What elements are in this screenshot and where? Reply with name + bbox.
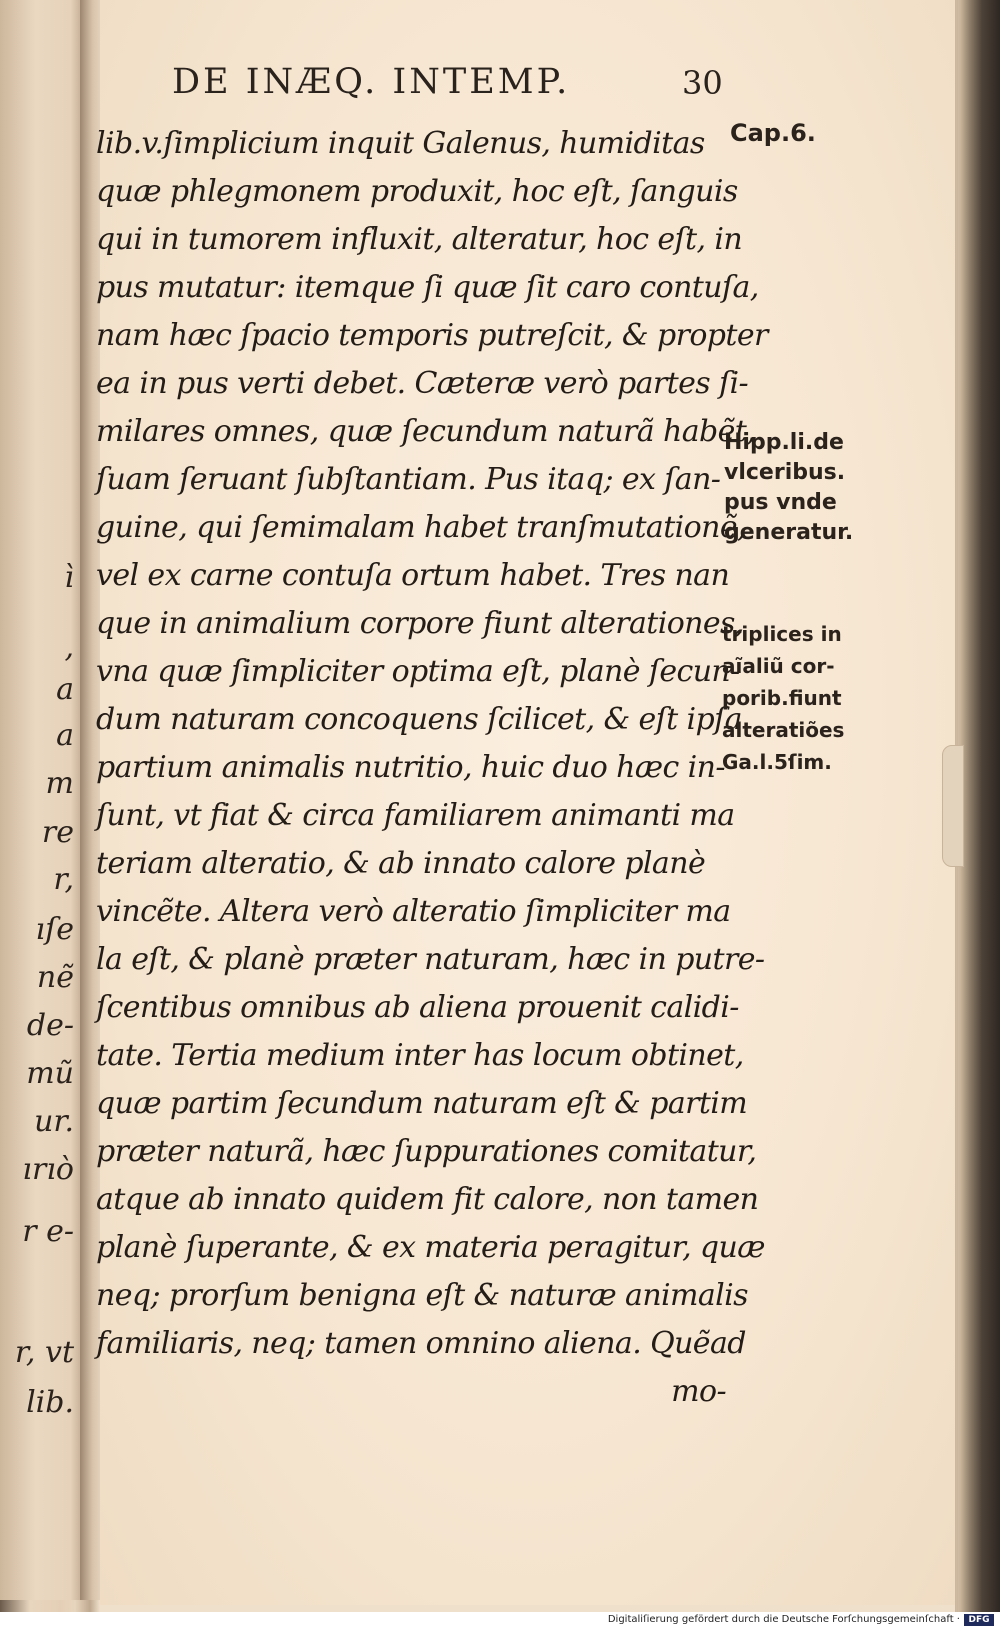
facing-page-fragment: lib. [26, 1385, 74, 1420]
facing-page-fragment: re [41, 815, 74, 850]
body-text [96, 120, 768, 1416]
footer-bar [0, 1612, 1000, 1628]
page-tab [942, 745, 964, 867]
text-line: milares omnes, quæ ſecundum naturã habẽt, [96, 414, 756, 449]
page-number: 30 [682, 64, 723, 102]
margin-note-chapter [730, 118, 816, 148]
facing-page-fragment: a [56, 718, 74, 753]
margin-note-line: vlceribus. [724, 460, 846, 485]
margin-note-line: Ga.l.5ſim. [722, 750, 832, 774]
text-line: lib.v.ſimplicium inquit Galenus, humiditas [96, 126, 705, 161]
facing-page-fragment: r, [53, 862, 74, 897]
margin-note-line: Cap.6. [730, 119, 816, 147]
margin-note-hippocrates [724, 428, 853, 548]
text-line: vincẽte. Altera verò alteratio ſimpliciter ma [96, 894, 731, 929]
text-line: præter naturã, hæc ſuppurationes comitatur, [96, 1134, 757, 1169]
text-line: qui in tumorem influxit, alteratur, hoc eſt, in [96, 222, 743, 257]
text-line: pus mutatur: itemque ſi quæ ſit caro contuſa, [96, 270, 759, 305]
facing-page-fragment: mũ [26, 1056, 74, 1091]
text-line: partium animalis nutritio, huic duo hæc in- [96, 750, 725, 785]
facing-page-fragment: ırıò [22, 1152, 74, 1187]
facing-page-fragment: ì [64, 560, 74, 595]
margin-note-line: aĩaliũ cor- [722, 654, 835, 678]
text-line: tate. Tertia medium inter has locum obtinet, [96, 1038, 744, 1073]
margin-note-line: alteratiões [722, 718, 845, 742]
funding-credit: Digitaliſierung gefördert durch die Deutsche Forſchungsgemeinſchaft · [607, 1614, 960, 1625]
facing-page-text [0, 0, 80, 1600]
facing-page-fragment: r, vt [14, 1335, 74, 1370]
catchword: mo- [671, 1374, 726, 1409]
book-right-edge [960, 0, 1000, 1612]
margin-note-line: porib.fiunt [722, 686, 842, 710]
running-head: DE INÆQ. INTEMP. [172, 62, 571, 102]
text-line: familiaris, neq; tamen omnino aliena. Quẽad [96, 1326, 746, 1361]
text-line: ea in pus verti debet. Cæteræ verò partes ſi- [96, 366, 749, 401]
text-line: ſuam ſeruant ſubſtantiam. Pus itaq; ex ſan- [96, 462, 721, 497]
facing-page-fragment: , [64, 630, 74, 665]
margin-note-line: generatur. [724, 520, 854, 545]
text-line: ſcentibus omnibus ab aliena prouenit calidi- [96, 990, 739, 1025]
margin-note-line: pus vnde [724, 490, 837, 515]
text-line: neq; prorſum benigna eſt & naturæ animalis [96, 1278, 748, 1313]
text-line: atque ab innato quidem fit calore, non tamen [96, 1182, 759, 1217]
text-line: ſunt, vt fiat & circa familiarem animanti ma [96, 798, 735, 833]
text-line: teriam alteratio, & ab innato calore planè [96, 846, 706, 881]
facing-page-fragment: ur. [34, 1104, 74, 1139]
text-line: quæ phlegmonem produxit, hoc eſt, ſanguis [96, 174, 738, 209]
facing-page-fragment: de- [26, 1008, 74, 1043]
text-line: la eſt, & planè præter naturam, hæc in putre- [96, 942, 765, 977]
text-line: nam hæc ſpacio temporis putreſcit, & propter [96, 318, 768, 353]
margin-note-line: triplices in [722, 622, 842, 646]
text-line: planè ſuperante, & ex materia peragitur, quæ [96, 1230, 765, 1265]
facing-page-fragment: nẽ [36, 960, 74, 995]
dfg-logo-icon: DFG [964, 1614, 994, 1626]
text-line: guine, qui ſemimalam habet tranſmutationẽ, [96, 510, 746, 545]
text-line: quæ partim ſecundum naturam eſt & partim [96, 1086, 748, 1121]
text-line: vel ex carne contuſa ortum habet. Tres nan [96, 558, 730, 593]
margin-note-line: Hipp.li.de [724, 430, 844, 455]
text-line: que in animalium corpore fiunt alterationes, [96, 606, 744, 641]
facing-page-fragment: m [45, 766, 74, 801]
text-line: vna quæ ſimpliciter optima eſt, planè ſecun- [96, 654, 740, 689]
facing-page-fragment: ıſe [35, 912, 74, 947]
margin-note-alterations [722, 618, 844, 778]
facing-page-fragment: a [56, 672, 74, 707]
text-line: dum naturam concoquens ſcilicet, & eſt ipſa [96, 702, 742, 737]
facing-page-fragment: r e- [22, 1214, 74, 1249]
